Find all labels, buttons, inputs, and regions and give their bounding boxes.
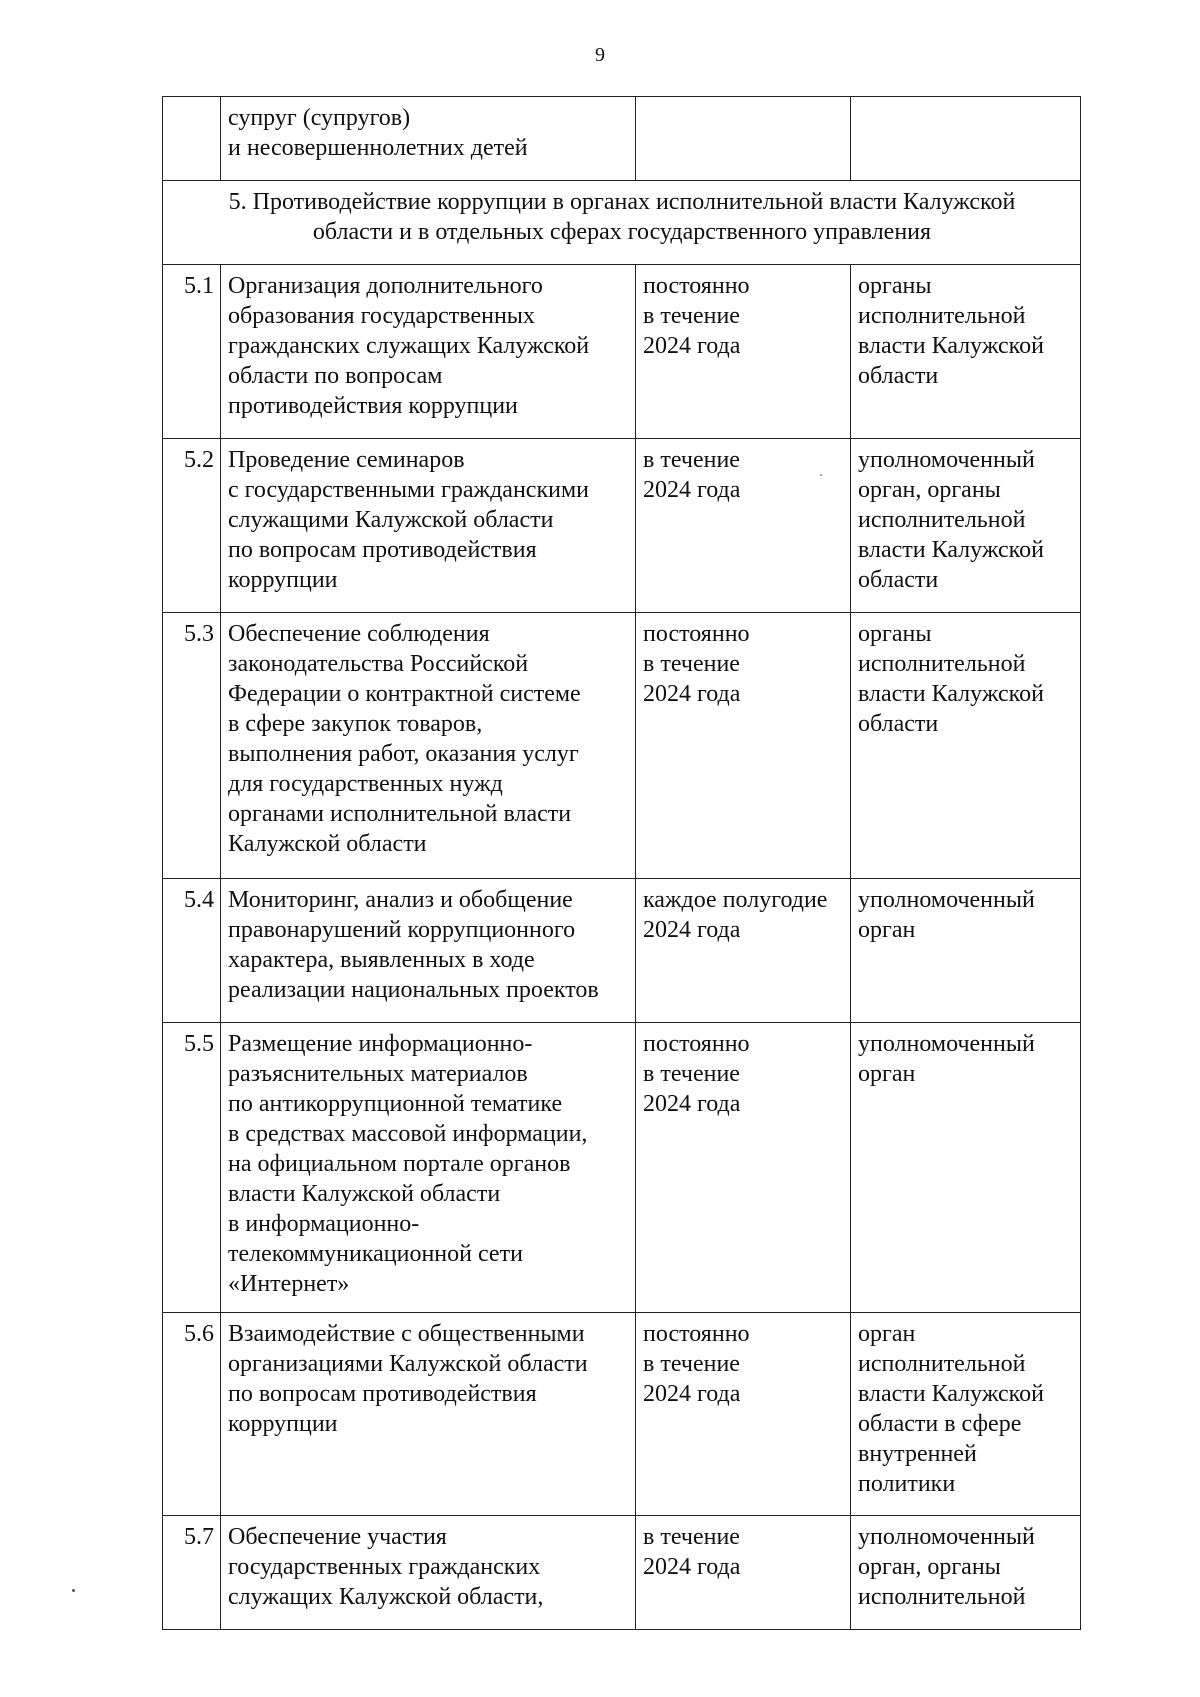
description-cell (221, 1516, 636, 1630)
executor-line: власти Калужской (858, 537, 1044, 563)
executor-cell (851, 439, 1081, 613)
executor-line: уполномоченный (858, 1524, 1035, 1550)
executor-line: исполнительной (858, 1351, 1026, 1377)
row-number: 5.3 (163, 613, 221, 879)
executor-line: орган (858, 1061, 916, 1087)
description-line: реализации национальных проектов (228, 977, 599, 1003)
term-line: в течение (643, 303, 740, 329)
executor-line: орган (858, 917, 916, 943)
description-line: разъяснительных материалов (228, 1061, 528, 1087)
executor-line: уполномоченный (858, 887, 1035, 913)
term-line: 2024 года (643, 477, 741, 503)
term-line: 2024 года (643, 917, 741, 943)
term-line: постоянно (643, 621, 750, 647)
row-number: 5.6 (163, 1313, 221, 1516)
term-line: в течение (643, 447, 740, 473)
description-line: выполнения работ, оказания услуг (228, 741, 579, 767)
table-row-continuation (163, 97, 1081, 181)
description-line: Взаимодействие с общественными (228, 1321, 585, 1347)
description-line: органами исполнительной власти (228, 801, 572, 827)
description-line: коррупции (228, 1411, 338, 1437)
executor-line: исполнительной (858, 507, 1026, 533)
description-line: по вопросам противодействия (228, 1381, 537, 1407)
executor-line: органы (858, 273, 932, 299)
term-line: 2024 года (643, 333, 741, 359)
executor-cell (851, 265, 1081, 439)
description-line: Размещение информационно- (228, 1031, 533, 1057)
term-line: в течение (643, 651, 740, 677)
executor-line: внутренней (858, 1441, 977, 1467)
term-line: 2024 года (643, 1091, 741, 1117)
executor-line: орган, органы (858, 1554, 1001, 1580)
term-cell (636, 613, 851, 879)
description-line: по антикоррупционной тематике (228, 1091, 563, 1117)
executor-line: органы (858, 621, 932, 647)
description-line: характера, выявленных в ходе (228, 947, 535, 973)
description-cell (221, 265, 636, 439)
executor-line: области в сфере (858, 1411, 1022, 1437)
description-line: Обеспечение участия (228, 1524, 447, 1550)
description-line: государственных гражданских (228, 1554, 541, 1580)
term-cell (636, 1313, 851, 1516)
description-line: служащими Калужской области (228, 507, 554, 533)
description-line: супруг (супругов) (228, 105, 411, 131)
description-line: и несовершеннолетних детей (228, 135, 528, 161)
executor-line: уполномоченный (858, 447, 1035, 473)
description-line: Организация дополнительного (228, 273, 543, 299)
executor-line: власти Калужской (858, 1381, 1044, 1407)
table-row (163, 265, 1081, 439)
description-line: по вопросам противодействия (228, 537, 537, 563)
term-line: 2024 года (643, 1554, 741, 1580)
executor-line: области (858, 711, 939, 737)
description-line: на официальном портале органов (228, 1151, 571, 1177)
description-cell (221, 1023, 636, 1313)
section-header-row (163, 181, 1081, 265)
term-line: постоянно (643, 1321, 750, 1347)
description-line: правонарушений коррупционного (228, 917, 576, 943)
description-line: в средствах массовой информации, (228, 1121, 588, 1147)
description-line: Федерации о контрактной системе (228, 681, 581, 707)
table-row (163, 1313, 1081, 1516)
description-line: Мониторинг, анализ и обобщение (228, 887, 573, 913)
table-row (163, 879, 1081, 1023)
row-number: 5.4 (163, 879, 221, 1023)
term-line: в течение (643, 1061, 740, 1087)
description-line: противодействия коррупции (228, 393, 518, 419)
term-line: 2024 года (643, 1381, 741, 1407)
executor-line: исполнительной (858, 651, 1026, 677)
term-cell (636, 439, 851, 613)
section-title-line: 5. Противодействие коррупции в органах исполнительной власти Калужской (228, 189, 1016, 215)
executor-line: исполнительной (858, 303, 1026, 329)
row-number: 5.2 (163, 439, 221, 613)
description-line: в информационно- (228, 1211, 420, 1237)
executor-line: области (858, 363, 939, 389)
row-number: 5.7 (163, 1516, 221, 1630)
term-line: постоянно (643, 1031, 750, 1057)
description-line: гражданских служащих Калужской (228, 333, 590, 359)
description-line: коррупции (228, 567, 338, 593)
term-cell (636, 1516, 851, 1630)
description-line: для государственных нужд (228, 771, 503, 797)
section-title (163, 181, 1081, 265)
row-number: 5.5 (163, 1023, 221, 1313)
page-number: 9 (595, 44, 605, 66)
row-number-cell (163, 97, 221, 181)
description-line: области по вопросам (228, 363, 443, 389)
table-row (163, 613, 1081, 879)
executor-line: области (858, 567, 939, 593)
term-cell (636, 1023, 851, 1313)
description-cell (221, 439, 636, 613)
description-line: «Интернет» (228, 1271, 350, 1297)
description-cell (221, 613, 636, 879)
description-line: власти Калужской области (228, 1181, 501, 1207)
description-line: Обеспечение соблюдения (228, 621, 490, 647)
scan-speck (820, 474, 822, 476)
description-line: служащих Калужской области, (228, 1584, 544, 1610)
description-cell (221, 97, 636, 181)
term-line: каждое полугодие (643, 887, 828, 913)
description-line: в сфере закупок товаров, (228, 711, 483, 737)
description-line: образования государственных (228, 303, 535, 329)
executor-line: власти Калужской (858, 333, 1044, 359)
description-cell (221, 879, 636, 1023)
executor-line: власти Калужской (858, 681, 1044, 707)
row-number: 5.1 (163, 265, 221, 439)
executor-line: орган (858, 1321, 916, 1347)
term-cell (636, 265, 851, 439)
executor-cell (851, 613, 1081, 879)
executor-cell (851, 1516, 1081, 1630)
executor-line: исполнительной (858, 1584, 1026, 1610)
term-line: постоянно (643, 273, 750, 299)
executor-cell (851, 97, 1081, 181)
executor-cell (851, 879, 1081, 1023)
description-line: законодательства Российской (228, 651, 529, 677)
term-line: 2024 года (643, 681, 741, 707)
executor-line: уполномоченный (858, 1031, 1035, 1057)
table-row (163, 1516, 1081, 1630)
description-line: организациями Калужской области (228, 1351, 588, 1377)
section-title-line: области и в отдельных сферах государственного управления (312, 219, 932, 245)
description-line: телекоммуникационной сети (228, 1241, 523, 1267)
executor-line: орган, органы (858, 477, 1001, 503)
description-line: Проведение семинаров (228, 447, 465, 473)
term-cell (636, 97, 851, 181)
executor-cell (851, 1313, 1081, 1516)
executor-cell (851, 1023, 1081, 1313)
scan-speck (72, 1589, 75, 1592)
description-line: с государственными гражданскими (228, 477, 589, 503)
term-line: в течение (643, 1351, 740, 1377)
anticorruption-plan-table (162, 96, 1081, 1630)
executor-line: политики (858, 1471, 956, 1497)
table-row (163, 1023, 1081, 1313)
table-row (163, 439, 1081, 613)
term-cell (636, 879, 851, 1023)
description-line: Калужской области (228, 831, 427, 857)
description-cell (221, 1313, 636, 1516)
term-line: в течение (643, 1524, 740, 1550)
